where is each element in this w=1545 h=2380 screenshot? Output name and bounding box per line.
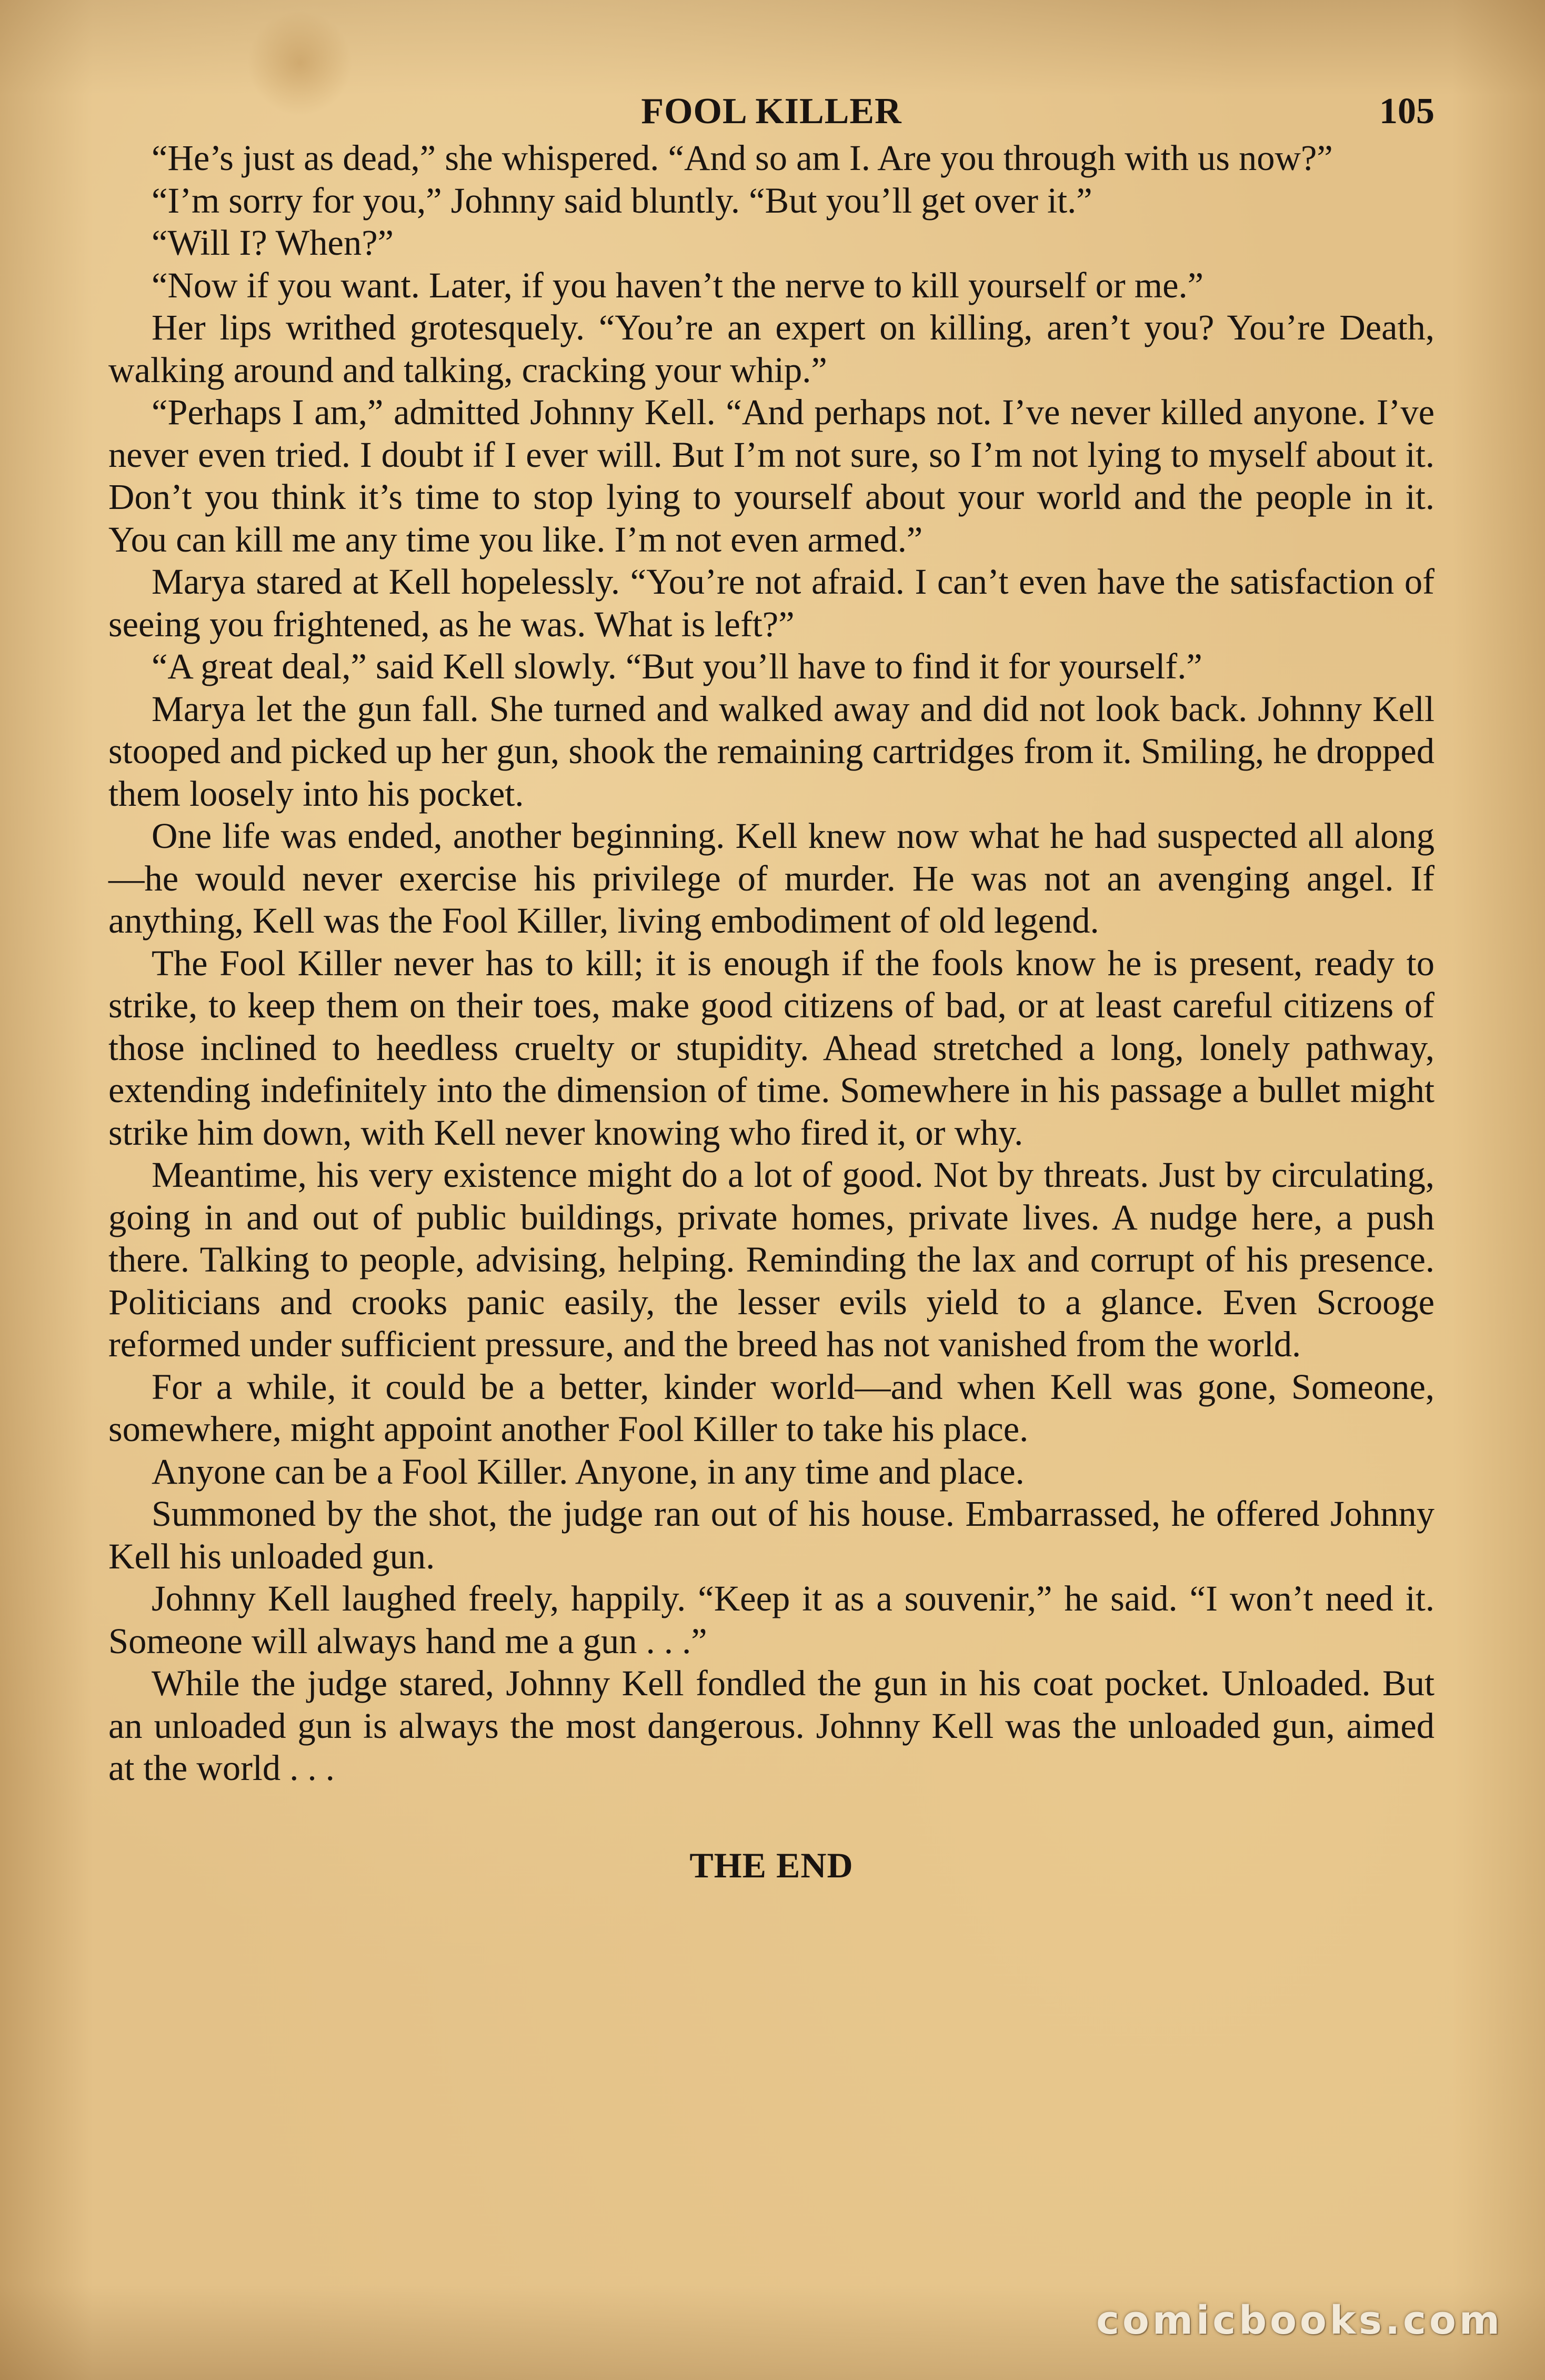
book-page — [108, 79, 1434, 1886]
paragraph: Meantime, his very existence might do a lot of good. Not by threats. Just by circulating, going in and out of public buildings, private homes, private lives. A nudge here, a push there. Talking to people, advising, helping. Reminding the lax and corrupt of his presence. Politicians and crooks panic easily, the lesser evils yield to a glance. Even Scrooge reformed under sufficient pressure, and the breed has not vanished from the world. — [108, 1155, 1434, 1364]
body-text — [108, 137, 1434, 1789]
running-head — [108, 79, 1434, 137]
paragraph: One life was ended, another beginning. Kell knew now what he had suspected all along—he would never exercise his privilege of murder. He was not an avenging angel. If anything, Kell was the Fool Killer, living embodiment of old legend. — [108, 816, 1434, 941]
paragraph: Marya let the gun fall. She turned and walked away and did not look back. Johnny Kell stooped and picked up her gun, shook the remaining cartridges from it. Smiling, he dropped them loosely into his pocket. — [108, 688, 1434, 814]
paragraph: Marya stared at Kell hopelessly. “You’re not afraid. I can’t even have the satisfaction of seeing you frightened, as he was. What is left?” — [108, 562, 1434, 644]
paragraph: “He’s just as dead,” she whispered. “And so am I. Are you through with us now?” — [152, 138, 1333, 178]
paragraph: The Fool Killer never has to kill; it is enough if the fools know he is present, ready to strike, to keep them on their toes, make good citizens of bad, or at least careful citizens of those inclined to heedless cruelty or stupidity. Ahead stretched a long, lonely pathway, extending indefinitely into the dimension of time. Somewhere in his passage a bullet might strike him down, with Kell never knowing who fired it, or why. — [108, 943, 1434, 1153]
paragraph: “A great deal,” said Kell slowly. “But you’ll have to find it for yourself.” — [152, 646, 1202, 686]
paragraph: Johnny Kell laughed freely, happily. “Keep it as a souvenir,” he said. “I won’t need it. Someone will always hand me a gun . . .” — [108, 1578, 1434, 1661]
running-title: FOOL KILLER — [641, 91, 902, 132]
paragraph: Anyone can be a Fool Killer. Anyone, in any time and place. — [152, 1451, 1025, 1492]
paragraph: Summoned by the shot, the judge ran out of his house. Embarrassed, he offered Johnny Kell his unloaded gun. — [108, 1494, 1434, 1576]
paragraph: While the judge stared, Johnny Kell fondled the gun in his coat pocket. Unloaded. But an unloaded gun is always the most dangerous. Johnny Kell was the unloaded gun, aimed at the world . . . — [108, 1663, 1434, 1788]
watermark: comicbooks.com — [1096, 2298, 1503, 2343]
paragraph: For a while, it could be a better, kinder world—and when Kell was gone, Someone, somewhere, might appoint another Fool Killer to take his place. — [108, 1366, 1434, 1449]
paragraph: “Will I? When?” — [152, 223, 394, 263]
paragraph: “Now if you want. Later, if you haven’t the nerve to kill yourself or me.” — [152, 265, 1204, 305]
page-number: 105 — [1379, 91, 1434, 132]
end-mark: THE END — [689, 1845, 854, 1885]
paragraph: “Perhaps I am,” admitted Johnny Kell. “And perhaps not. I’ve never killed anyone. I’ve never even tried. I doubt if I ever will. But I’m not sure, so I’m not lying to myself about it. Don’t you think it’s time to stop lying to yourself about your world and the people in it. You can kill me any time you like. I’m not even armed.” — [108, 392, 1434, 559]
paragraph: “I’m sorry for you,” Johnny said bluntly. “But you’ll get over it.” — [152, 180, 1092, 221]
paragraph: Her lips writhed grotesquely. “You’re an expert on killing, aren’t you? You’re Death, walking around and talking, cracking your whip.” — [108, 307, 1434, 390]
